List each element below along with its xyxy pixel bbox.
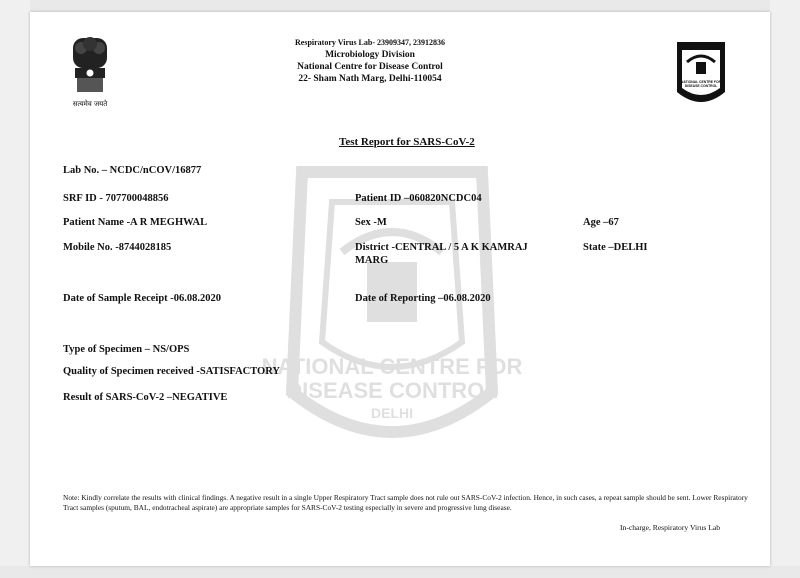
emblem-motto: सत्यमेव जयते — [72, 100, 108, 108]
svg-text:NATIONAL CENTRE FOR: NATIONAL CENTRE FOR — [680, 80, 722, 84]
lab-phone-line: Respiratory Virus Lab- 23909347, 23912836 — [295, 38, 445, 47]
ncdc-seal-icon — [673, 36, 729, 112]
test-result: Result of SARS-CoV-2 –NEGATIVE — [63, 392, 228, 403]
patient-id: Patient ID –060820NCDC04 — [355, 193, 482, 204]
watermark-line2: DISEASE CONTROL — [286, 378, 498, 403]
date-reporting: Date of Reporting –06.08.2020 — [355, 293, 491, 304]
report-title: Test Report for SARS-CoV-2 — [339, 136, 475, 148]
viewer-left-margin — [0, 0, 30, 578]
letterhead — [230, 37, 510, 85]
state: State –DELHI — [583, 242, 648, 253]
division-line: Microbiology Division — [325, 50, 415, 60]
viewer-top-bar — [0, 0, 800, 12]
patient-sex: Sex -M — [355, 217, 387, 228]
specimen-type: Type of Specimen – NS/OPS — [63, 344, 190, 355]
patient-age: Age –67 — [583, 217, 619, 228]
district-line2: MARG — [355, 255, 389, 266]
date-sample-receipt: Date of Sample Receipt -06.08.2020 — [63, 293, 222, 304]
lab-number: Lab No. – NCDC/nCOV/16877 — [63, 165, 202, 176]
patient-name: Patient Name -A R MEGHWAL — [63, 217, 208, 228]
svg-text:DISEASE CONTROL: DISEASE CONTROL — [684, 84, 718, 88]
mobile-number: Mobile No. -8744028185 — [63, 242, 172, 253]
institution-line: National Centre for Disease Control — [297, 62, 443, 72]
viewer-right-margin — [770, 0, 800, 578]
national-emblem-icon — [65, 34, 115, 110]
signature-line: In-charge, Respiratory Virus Lab — [620, 523, 721, 532]
district-line1: District -CENTRAL / 5 A K KAMRAJ — [355, 242, 528, 253]
address-line: 22- Sham Nath Marg, Delhi-110054 — [298, 74, 442, 84]
srf-id: SRF ID - 707700048856 — [63, 193, 169, 204]
specimen-quality: Quality of Specimen received -SATISFACTORY — [63, 366, 281, 377]
watermark-line3: DELHI — [371, 405, 413, 421]
clinical-note: Note: Kindly correlate the results with clinical findings. A negative result in a single Upper Respiratory Tract sample does not rule out SARS-CoV-2 infection. Hence, in such cases, a repeat sample should be sent. Lower Respiratory Tract samples (sputum, BAL, endotracheal aspirate) are appropriate samples for SARS-CoV-2 testing especially in severe and progressive lung disease. — [63, 493, 748, 512]
report-page — [30, 12, 770, 566]
watermark-line1: NATIONAL CENTRE FOR — [262, 354, 522, 379]
viewer-bottom-bar — [0, 566, 800, 578]
